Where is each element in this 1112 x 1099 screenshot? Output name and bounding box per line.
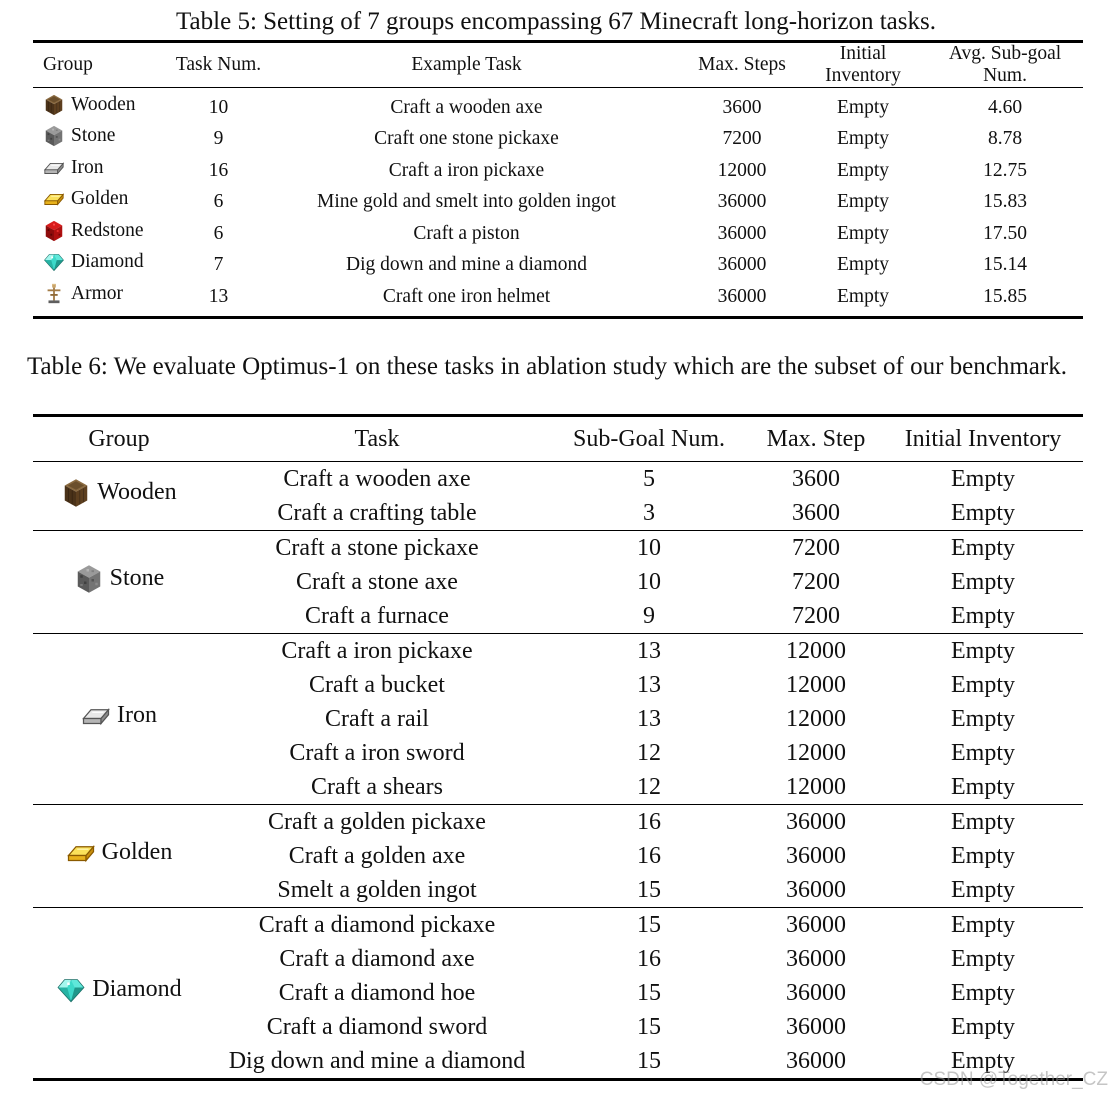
table6-cell-max-step: 7200	[792, 534, 840, 561]
table6-cell-task: Craft a iron sword	[289, 739, 465, 766]
table6-cell-subgoal-num: 16	[637, 808, 661, 835]
table6-cell-task: Craft a golden pickaxe	[268, 808, 486, 835]
table5-cell-example-task: Craft one iron helmet	[268, 281, 685, 317]
group-label	[43, 125, 115, 147]
group-label	[43, 94, 136, 116]
table6-cell-task: Craft a diamond pickaxe	[258, 911, 496, 938]
table6-header-group: Group	[33, 416, 205, 462]
table5-cell-task-num: 6	[213, 222, 224, 244]
table6-cell-subgoal-num: 13	[637, 671, 661, 698]
table6-cell-max-step: 36000	[786, 979, 846, 1006]
table5-header-row	[33, 42, 1083, 88]
group-name: Wooden	[71, 93, 136, 115]
table6-row	[33, 462, 1083, 497]
table5-cell-example-task: Dig down and mine a diamond	[346, 254, 587, 276]
group-label	[43, 188, 128, 210]
table6-cell-task: Craft a wooden axe	[283, 465, 471, 492]
table5-cell-example-task: Craft a piston	[413, 222, 520, 244]
group-label	[43, 157, 104, 179]
table5-cell-max-steps: 36000	[685, 281, 809, 317]
table5-cell-initial-inventory: Empty	[837, 96, 889, 118]
table5-row	[33, 124, 1083, 156]
table6-cell-task: Craft a shears	[205, 770, 549, 805]
table6-cell-initial-inventory: Empty	[951, 465, 1015, 492]
table6-cell-max-step: 36000	[786, 911, 846, 938]
group-label	[61, 478, 176, 508]
table6-cell-subgoal-num: 15	[637, 979, 661, 1006]
group-name: Stone	[71, 125, 116, 147]
group-label	[74, 564, 165, 594]
table6-cell-max-step: 3600	[749, 496, 883, 531]
table6-cell-initial-inventory: Empty	[951, 568, 1015, 595]
group-name: Iron	[71, 156, 104, 178]
table5-cell-avg-subgoal: 12.75	[983, 159, 1027, 181]
table6-cell-max-step: 7200	[792, 568, 840, 595]
table6-cell-subgoal-num: 16	[637, 945, 661, 972]
redstone-block-icon	[43, 220, 65, 242]
iron-ingot-icon	[81, 701, 111, 731]
table5-row	[33, 218, 1083, 250]
table5-row	[33, 187, 1083, 219]
table6-cell-max-step: 3600	[792, 465, 840, 492]
group-label	[56, 975, 181, 1005]
table5-cell-example-task: Mine gold and smelt into golden ingot	[317, 191, 616, 213]
table5-cell-avg-subgoal: 15.85	[927, 281, 1083, 317]
table5-caption: Table 5: Setting of 7 groups encompassing 67 Minecraft long-horizon tasks.	[176, 8, 936, 35]
group-name: Diamond	[71, 251, 144, 273]
table5-cell-group	[33, 250, 169, 282]
table6-header-subgoal-num: Sub-Goal Num.	[549, 416, 749, 462]
table6-cell-initial-inventory: Empty	[883, 599, 1083, 634]
table6-cell-subgoal-num: 15	[549, 873, 749, 908]
table5-cell-initial-inventory: Empty	[837, 159, 889, 181]
table6-cell-initial-inventory: Empty	[883, 770, 1083, 805]
table6-cell-subgoal-num: 10	[637, 534, 661, 561]
group-name: Golden	[101, 839, 173, 865]
table5-body	[33, 88, 1083, 318]
group-name: Stone	[109, 565, 165, 591]
table5-cell-max-steps: 36000	[717, 254, 767, 276]
table6-cell-subgoal-num: 9	[549, 599, 749, 634]
table6-row	[33, 908, 1083, 943]
table6-cell-initial-inventory: Empty	[951, 945, 1015, 972]
table6-cell-task: Craft a golden axe	[288, 842, 466, 869]
table5-cell-max-steps: 12000	[717, 159, 767, 181]
table6-cell-max-step: 7200	[749, 599, 883, 634]
table5-cell-avg-subgoal: 8.78	[987, 128, 1023, 150]
table6-cell-subgoal-num: 3	[549, 496, 749, 531]
table5-cell-initial-inventory: Empty	[837, 128, 889, 150]
table5-cell-avg-subgoal: 15.83	[983, 191, 1027, 213]
table6-cell-max-step: 12000	[786, 671, 846, 698]
table6-cell-task: Craft a diamond axe	[279, 945, 475, 972]
table6-cell-max-step: 36000	[786, 945, 846, 972]
table5-row	[33, 281, 1083, 317]
table5-cell-task-num: 7	[213, 254, 224, 276]
table5-cell-example-task: Craft a iron pickaxe	[388, 159, 545, 181]
table5-cell-task-num: 16	[208, 159, 229, 181]
table5-header-avg-subgoal: Avg. Sub-goal Num.	[927, 42, 1083, 88]
table6-cell-task: Craft a iron pickaxe	[281, 637, 473, 664]
watermark: CSDN @Together_CZ	[919, 1069, 1108, 1090]
table5-cell-max-steps: 36000	[717, 222, 767, 244]
table6-cell-initial-inventory: Empty	[951, 534, 1015, 561]
table5-cell-group	[33, 124, 169, 156]
table5-header-group: Group	[33, 42, 169, 88]
group-name: Armor	[71, 282, 123, 304]
table6-cell-max-step: 36000	[786, 842, 846, 869]
table5-cell-avg-subgoal: 17.50	[983, 222, 1027, 244]
group-label	[81, 701, 157, 731]
table5-cell-group	[33, 88, 169, 124]
table5-cell-example-task: Craft a wooden axe	[390, 96, 543, 118]
table5-cell-task-num: 9	[213, 128, 224, 150]
table6-cell-initial-inventory: Empty	[951, 739, 1015, 766]
diamond-icon	[56, 975, 86, 1005]
table5-cell-initial-inventory: Empty	[837, 191, 889, 213]
group-label	[43, 283, 123, 305]
table5-cell-group	[33, 281, 169, 317]
table6-cell-task: Craft a diamond hoe	[278, 979, 476, 1006]
table5-cell-initial-inventory: Empty	[809, 281, 927, 317]
table6-cell-max-step: 36000	[786, 1013, 846, 1040]
table6-row	[33, 805, 1083, 840]
table5-row	[33, 250, 1083, 282]
table5-row	[33, 88, 1083, 124]
table6-cell-max-step: 12000	[749, 770, 883, 805]
table5-header-initial-inventory: Initial Inventory	[809, 42, 927, 88]
group-name: Golden	[71, 188, 129, 210]
table6-cell-max-step: 12000	[786, 705, 846, 732]
table6-cell-subgoal-num: 13	[637, 705, 661, 732]
table6-cell-task: Craft a rail	[325, 705, 429, 732]
table5-header-task-num: Task Num.	[169, 42, 268, 88]
gold-ingot-icon	[43, 188, 65, 210]
table5-cell-initial-inventory: Empty	[837, 222, 889, 244]
table6-cell-initial-inventory: Empty	[951, 842, 1015, 869]
table6-cell-initial-inventory: Empty	[951, 1013, 1015, 1040]
table6-body	[33, 462, 1083, 1080]
table5-cell-max-steps: 7200	[722, 128, 762, 150]
stone-block-icon	[43, 125, 65, 147]
table6-cell-max-step: 12000	[786, 637, 846, 664]
table6-cell-task: Craft a bucket	[309, 671, 445, 698]
table6-row	[33, 531, 1083, 566]
table6-cell-task: Craft a furnace	[205, 599, 549, 634]
table5-cell-avg-subgoal: 4.60	[987, 96, 1023, 118]
table6-cell-initial-inventory: Empty	[951, 637, 1015, 664]
table6-cell-max-step: 36000	[786, 808, 846, 835]
table5-cell-task-num: 6	[213, 191, 224, 213]
table5-cell-max-steps: 3600	[722, 96, 762, 118]
gold-ingot-icon	[66, 838, 96, 868]
wooden-log-icon	[61, 478, 91, 508]
table5-header-example-task: Example Task	[268, 42, 685, 88]
table6-cell-initial-inventory: Empty	[951, 979, 1015, 1006]
iron-ingot-icon	[43, 157, 65, 179]
table5	[33, 40, 1083, 319]
table6-cell-subgoal-num: 12	[637, 739, 661, 766]
table6-cell-subgoal-num: 15	[637, 1013, 661, 1040]
table6-cell-initial-inventory: Empty	[951, 808, 1015, 835]
table6-cell-group	[33, 634, 205, 805]
table6-cell-group	[33, 908, 205, 1080]
wooden-log-icon	[43, 94, 65, 116]
group-label	[43, 251, 144, 273]
group-label	[43, 220, 144, 242]
table6-cell-task: Craft a diamond sword	[266, 1013, 488, 1040]
table5-row	[33, 155, 1083, 187]
table6-cell-max-step: 36000	[749, 1044, 883, 1080]
table5-header-max-steps: Max. Steps	[685, 42, 809, 88]
table6-cell-task: Craft a crafting table	[205, 496, 549, 531]
table5-cell-task-num: 13	[169, 281, 268, 317]
table6-caption: Table 6: We evaluate Optimus-1 on these tasks in ablation study which are the subset of our benchmark.	[27, 353, 1067, 380]
table6-cell-initial-inventory: Empty	[951, 911, 1015, 938]
table6-row	[33, 634, 1083, 669]
table6	[33, 414, 1083, 1081]
table5-cell-group	[33, 187, 169, 219]
table6-cell-max-step: 12000	[786, 739, 846, 766]
table5-cell-avg-subgoal: 15.14	[983, 254, 1027, 276]
table6-cell-task: Craft a stone axe	[296, 568, 458, 595]
table6-cell-max-step: 36000	[749, 873, 883, 908]
table6-header-task: Task	[205, 416, 549, 462]
table5-cell-task-num: 10	[208, 96, 229, 118]
group-name: Redstone	[71, 219, 144, 241]
table6-cell-task: Smelt a golden ingot	[205, 873, 549, 908]
stone-block-icon	[74, 564, 104, 594]
table6-cell-subgoal-num: 12	[549, 770, 749, 805]
group-name: Wooden	[97, 479, 177, 505]
table6-cell-initial-inventory: Empty	[883, 496, 1083, 531]
table6-header-row	[33, 416, 1083, 462]
table6-cell-group	[33, 462, 205, 531]
diamond-icon	[43, 251, 65, 273]
table6-cell-initial-inventory: Empty	[883, 1044, 1083, 1080]
table6-cell-group	[33, 805, 205, 908]
table6-cell-subgoal-num: 10	[637, 568, 661, 595]
table5-cell-initial-inventory: Empty	[837, 254, 889, 276]
table5-cell-max-steps: 36000	[717, 191, 767, 213]
table6-header-initial-inventory: Initial Inventory	[883, 416, 1083, 462]
table6-cell-initial-inventory: Empty	[883, 873, 1083, 908]
table6-cell-task: Craft a stone pickaxe	[275, 534, 479, 561]
table6-cell-subgoal-num: 15	[637, 911, 661, 938]
table6-cell-task: Dig down and mine a diamond	[205, 1044, 549, 1080]
table5-cell-group	[33, 218, 169, 250]
table6-header-max-step: Max. Step	[749, 416, 883, 462]
table6-cell-initial-inventory: Empty	[951, 671, 1015, 698]
group-name: Iron	[117, 702, 157, 728]
table6-cell-initial-inventory: Empty	[951, 705, 1015, 732]
table5-cell-example-task: Craft one stone pickaxe	[374, 128, 559, 150]
armor-stand-icon	[43, 283, 65, 305]
table6-cell-subgoal-num: 5	[643, 465, 655, 492]
table6-cell-subgoal-num: 13	[637, 637, 661, 664]
table6-cell-group	[33, 531, 205, 634]
group-name: Diamond	[92, 976, 182, 1002]
group-label	[66, 838, 173, 868]
table6-cell-subgoal-num: 15	[549, 1044, 749, 1080]
table6-cell-subgoal-num: 16	[637, 842, 661, 869]
table5-cell-group	[33, 155, 169, 187]
